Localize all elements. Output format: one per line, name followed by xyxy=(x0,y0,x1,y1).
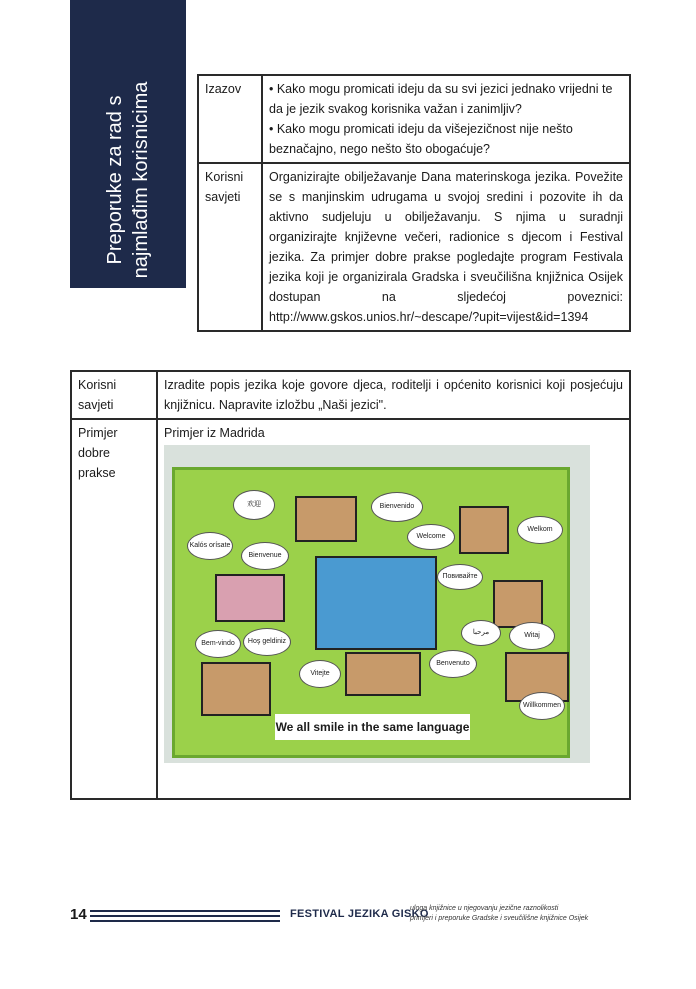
journal-title: FESTIVAL JEZIKA GISKO xyxy=(290,908,429,920)
table-row xyxy=(71,419,630,799)
row-content xyxy=(157,419,630,799)
page-number: 14 xyxy=(70,906,87,923)
children-photo xyxy=(215,574,285,622)
row-label: Primjer dobre prakse xyxy=(71,419,157,799)
journal-subtitle xyxy=(410,904,630,924)
greeting-bubble: Bienvenue xyxy=(241,542,289,570)
children-photo xyxy=(493,580,543,628)
board-photo xyxy=(164,445,590,763)
sidebar-title-line1: Preporuke za rad s xyxy=(104,95,126,265)
bullet-item: • Kako mogu promicati ideju da su svi jezici jednako vrijedni te da je jezik svakog korisnika važan i zanimljiv? xyxy=(269,82,613,116)
greeting-bubble: Willkommen xyxy=(519,692,565,720)
footer-rule xyxy=(90,920,280,922)
greeting-bubble: Benvenuto xyxy=(429,650,477,678)
greeting-bubble: Bienvenido xyxy=(371,492,423,522)
subtitle-line1: uloga knjižnice u njegovanju jezične raznolikosti xyxy=(410,905,559,912)
greeting-bubble: 欢迎 xyxy=(233,490,275,520)
tips-table xyxy=(70,370,631,800)
children-photo xyxy=(459,506,509,554)
row-content: Organizirajte obilježavanje Dana materinskoga jezika. Povežite se s manjinskim udrugama u svojoj sredini i pozovite ih da aktivno sudjeluju u obilježavanju. S njima u suradnji organizirajte književne večeri, radionice s djecom i Festival jezika. Za primjer dobre prakse pogledajte program Festivala jezika koji je organizirala Gradska i sveučilišna knjižnica Osijek dostupan na sljedećoj poveznici: http://www.gskos.unios.hr/~descape/?upit=vijest&id=1394 xyxy=(262,163,630,331)
footer-rule xyxy=(90,915,280,917)
greeting-bubble: Welcome xyxy=(407,524,455,550)
challenge-table xyxy=(197,74,631,332)
greeting-bubble: Vitejte xyxy=(299,660,341,688)
sidebar-title xyxy=(102,30,154,288)
row-content xyxy=(262,75,630,163)
row-label: Korisni savjeti xyxy=(198,163,262,331)
footer-rule xyxy=(90,910,280,912)
sidebar-banner xyxy=(70,0,186,288)
sidebar-title-line2: najmlađim korisnicima xyxy=(130,81,152,279)
bullet-item: • Kako mogu promicati ideju da višejezičnost nije nešto beznačajno, nego nešto što obogaćuje? xyxy=(269,122,573,156)
greeting-bubble: Witaj xyxy=(509,622,555,650)
greeting-bubble: Повивайте xyxy=(437,564,483,590)
children-photo xyxy=(295,496,357,542)
greeting-bubble: Hoş geldiniz xyxy=(243,628,291,656)
greeting-bubble: Welkom xyxy=(517,516,563,544)
slogan-banner: We all smile in the same language xyxy=(275,714,470,740)
row-label: Izazov xyxy=(198,75,262,163)
row-content: Izradite popis jezika koje govore djeca, roditelji i općenito korisnici koji posjećuju knjižnicu. Napravite izložbu „Naši jezici". xyxy=(157,371,630,419)
display-board xyxy=(172,467,570,758)
greeting-bubble: Kalós orísate xyxy=(187,532,233,560)
row-label: Korisni savjeti xyxy=(71,371,157,419)
children-photo xyxy=(201,662,271,716)
table-row xyxy=(198,75,630,163)
world-map xyxy=(315,556,437,650)
table-row xyxy=(71,371,630,419)
example-caption: Primjer iz Madrida xyxy=(164,426,265,440)
subtitle-line2: primjeri i preporuke Gradske i sveučilišne knjižnice Osijek xyxy=(410,915,589,922)
table-row xyxy=(198,163,630,331)
greeting-bubble: Bem-vindo xyxy=(195,630,241,658)
page-footer xyxy=(0,904,696,928)
children-photo xyxy=(345,652,421,696)
greeting-bubble: مرحبا xyxy=(461,620,501,646)
